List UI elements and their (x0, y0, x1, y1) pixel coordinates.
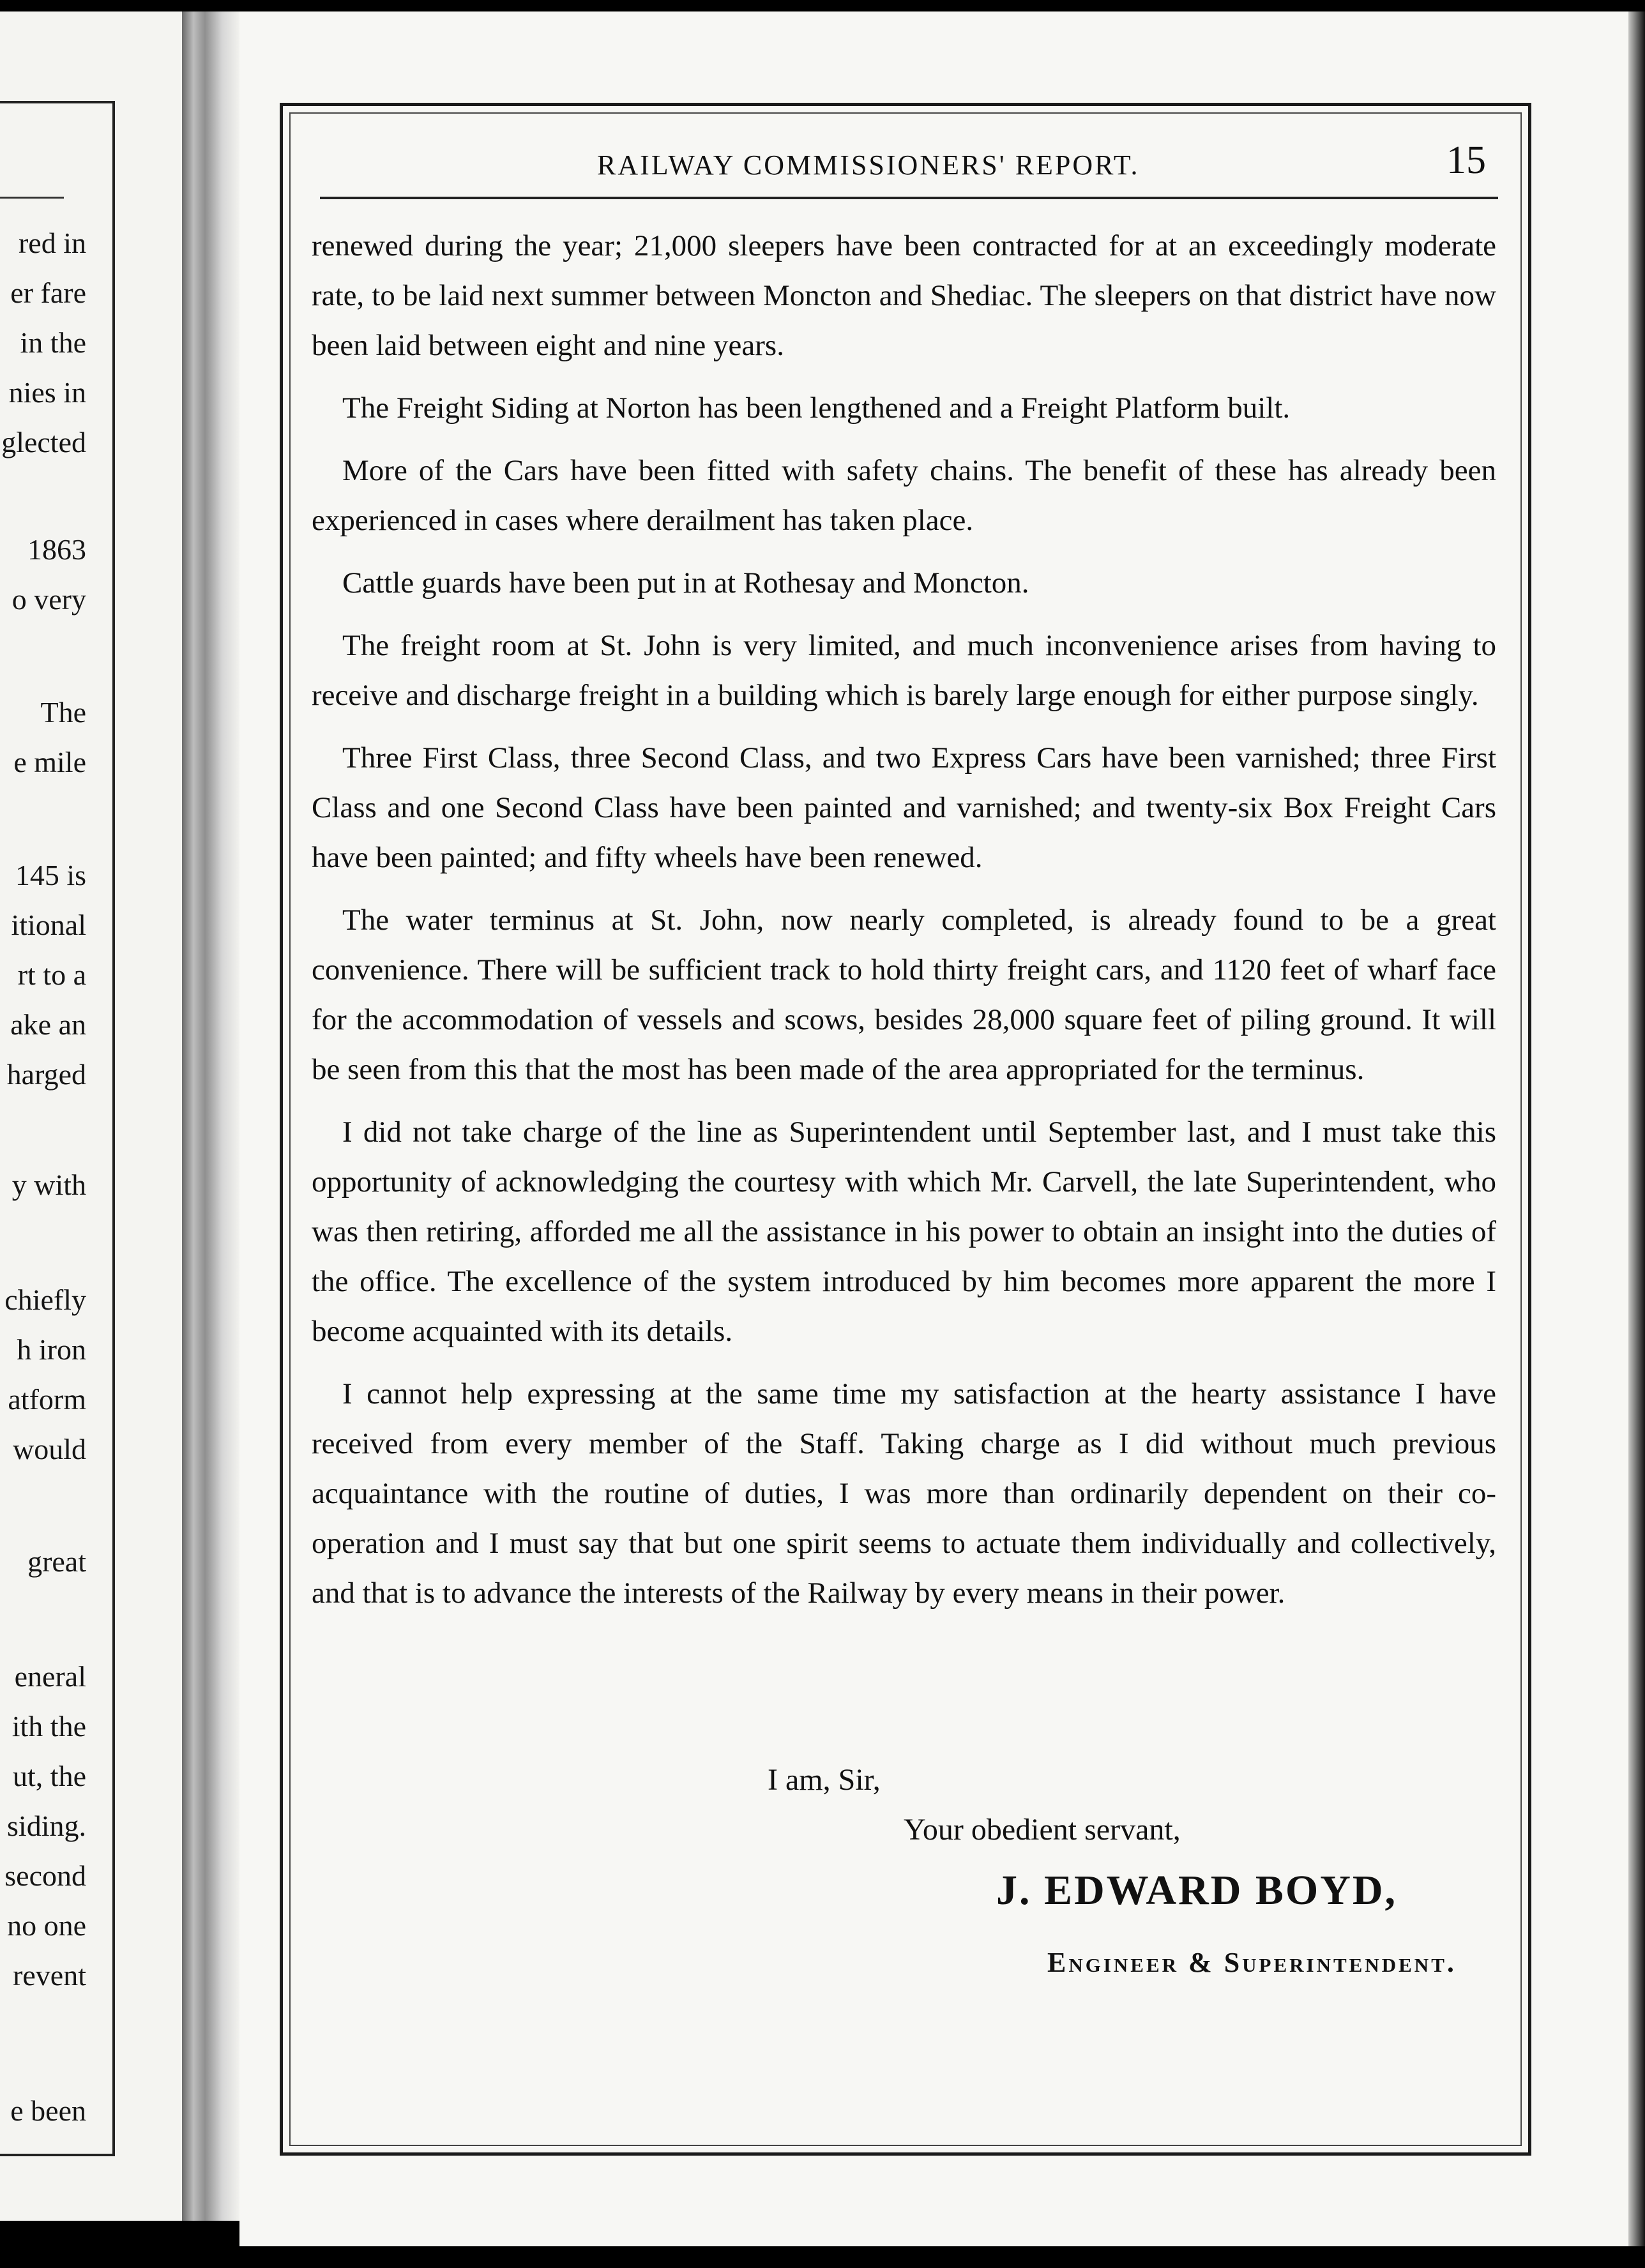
left-fragment: The (40, 696, 86, 729)
left-fragment: 1863 (27, 533, 86, 566)
left-fragment: ith the (11, 1710, 86, 1743)
left-fragment: ut, the (13, 1760, 86, 1792)
left-fragment: eneral (14, 1660, 86, 1693)
left-fragment: great (27, 1545, 86, 1578)
signature-name: J. EDWARD BOYD, (996, 1867, 1398, 1914)
left-fragment: o very (11, 583, 86, 616)
left-fragment: second (4, 1859, 86, 1892)
page-number: 15 (1446, 139, 1486, 182)
left-fragment: ake an (10, 1008, 86, 1041)
left-fragment: siding. (7, 1810, 86, 1842)
paragraph-safety-chains: More of the Cars have been fitted with safety chains. The benefit of these has already been experienced in cases where derailment has taken place. (312, 454, 1496, 537)
left-fragment: nies in (8, 376, 86, 409)
report-body (312, 221, 1496, 1631)
left-fragment: y with (11, 1168, 86, 1201)
report-page (239, 11, 1628, 2246)
paragraph-sleepers: renewed during the year; 21,000 sleepers have been contracted for at an exceedingly moderate rate, to be laid next summer between Moncton and Shediac. The sleepers on that district have now been laid between eight and nine years. (312, 229, 1496, 362)
left-fragment: e been (10, 2094, 86, 2127)
paragraph-cars-painted: Three First Class, three Second Class, and two Express Cars have been varnished; three First Class and one Second Class have been painted and varnished; and twenty-six Box Freight Cars have been painted; and fifty wheels have been renewed. (312, 741, 1496, 874)
paragraph-took-charge: I did not take charge of the line as Superintendent until September last, and I must take this opportunity of acknowledging the courtesy with which Mr. Carvell, the late Superintendent, who was then retiring, afforded me all the assistance in his power to obtain an insight into the duties of the office. The excellence of the system introduced by him becomes more apparent the more I become acquainted with its details. (312, 1115, 1496, 1348)
left-fragment: in the (20, 326, 86, 359)
left-fragment: er fare (10, 276, 86, 309)
salutation: I am, Sir, (768, 1763, 881, 1797)
header-rule (320, 197, 1498, 199)
left-page-top-rule (0, 101, 115, 103)
paragraph-water-terminus: The water terminus at St. John, now nearly completed, is already found to be a great convenience. There will be sufficient track to hold thirty freight cars, and 1120 feet of wharf face for the accommodation of vessels and scows, besides 28,000 square feet of piling ground. It will be seen from this that the most has been made of the area appropriated for the terminus. (312, 903, 1496, 1086)
left-facing-page (0, 11, 182, 2221)
book-gutter (182, 11, 239, 2221)
signatory-title: Engineer & Superintendent. (1047, 1947, 1457, 1978)
left-fragment: 145 is (15, 859, 86, 891)
left-fragment: e mile (13, 746, 86, 778)
left-page-short-rule (0, 197, 64, 199)
running-head: RAILWAY COMMISSIONERS' REPORT. (597, 149, 1140, 181)
left-fragment: atform (8, 1383, 86, 1416)
paragraph-norton-siding: The Freight Siding at Norton has been lengthened and a Freight Platform built. (342, 391, 1291, 425)
left-fragment: itional (11, 909, 86, 941)
left-fragment: glected (1, 426, 86, 458)
valediction: Your obedient servant, (904, 1813, 1181, 1847)
left-fragment: revent (13, 1959, 86, 1992)
paragraph-freight-room: The freight room at St. John is very limited, and much inconvenience arises from having to receive and discharge freight in a building which is barely large enough for either purpose singly. (312, 629, 1496, 712)
left-fragment: rt to a (17, 958, 86, 991)
left-fragment: would (13, 1433, 86, 1465)
paragraph-staff-thanks: I cannot help expressing at the same time my satisfaction at the hearty assistance I have received from every member of the Staff. Taking charge as I did without much previous acquaintance with the routine of duties, I was more than ordinarily dependent on their co-operation and I must say that but one spirit seems to actuate them individually and collectively, and that is to advance the interests of the Railway by every means in their power. (312, 1377, 1496, 1610)
left-page-border (112, 101, 115, 2156)
left-page-bottom-rule (0, 2154, 115, 2156)
left-fragment: harged (6, 1058, 86, 1091)
page-edge-shadow (1628, 11, 1645, 2246)
left-fragment: no one (7, 1909, 86, 1942)
left-fragment: red in (18, 227, 86, 259)
paragraph-cattle-guards: Cattle guards have been put in at Rothesay and Moncton. (342, 566, 1029, 600)
left-fragment: h iron (17, 1333, 86, 1366)
left-fragment: chiefly (4, 1283, 86, 1316)
